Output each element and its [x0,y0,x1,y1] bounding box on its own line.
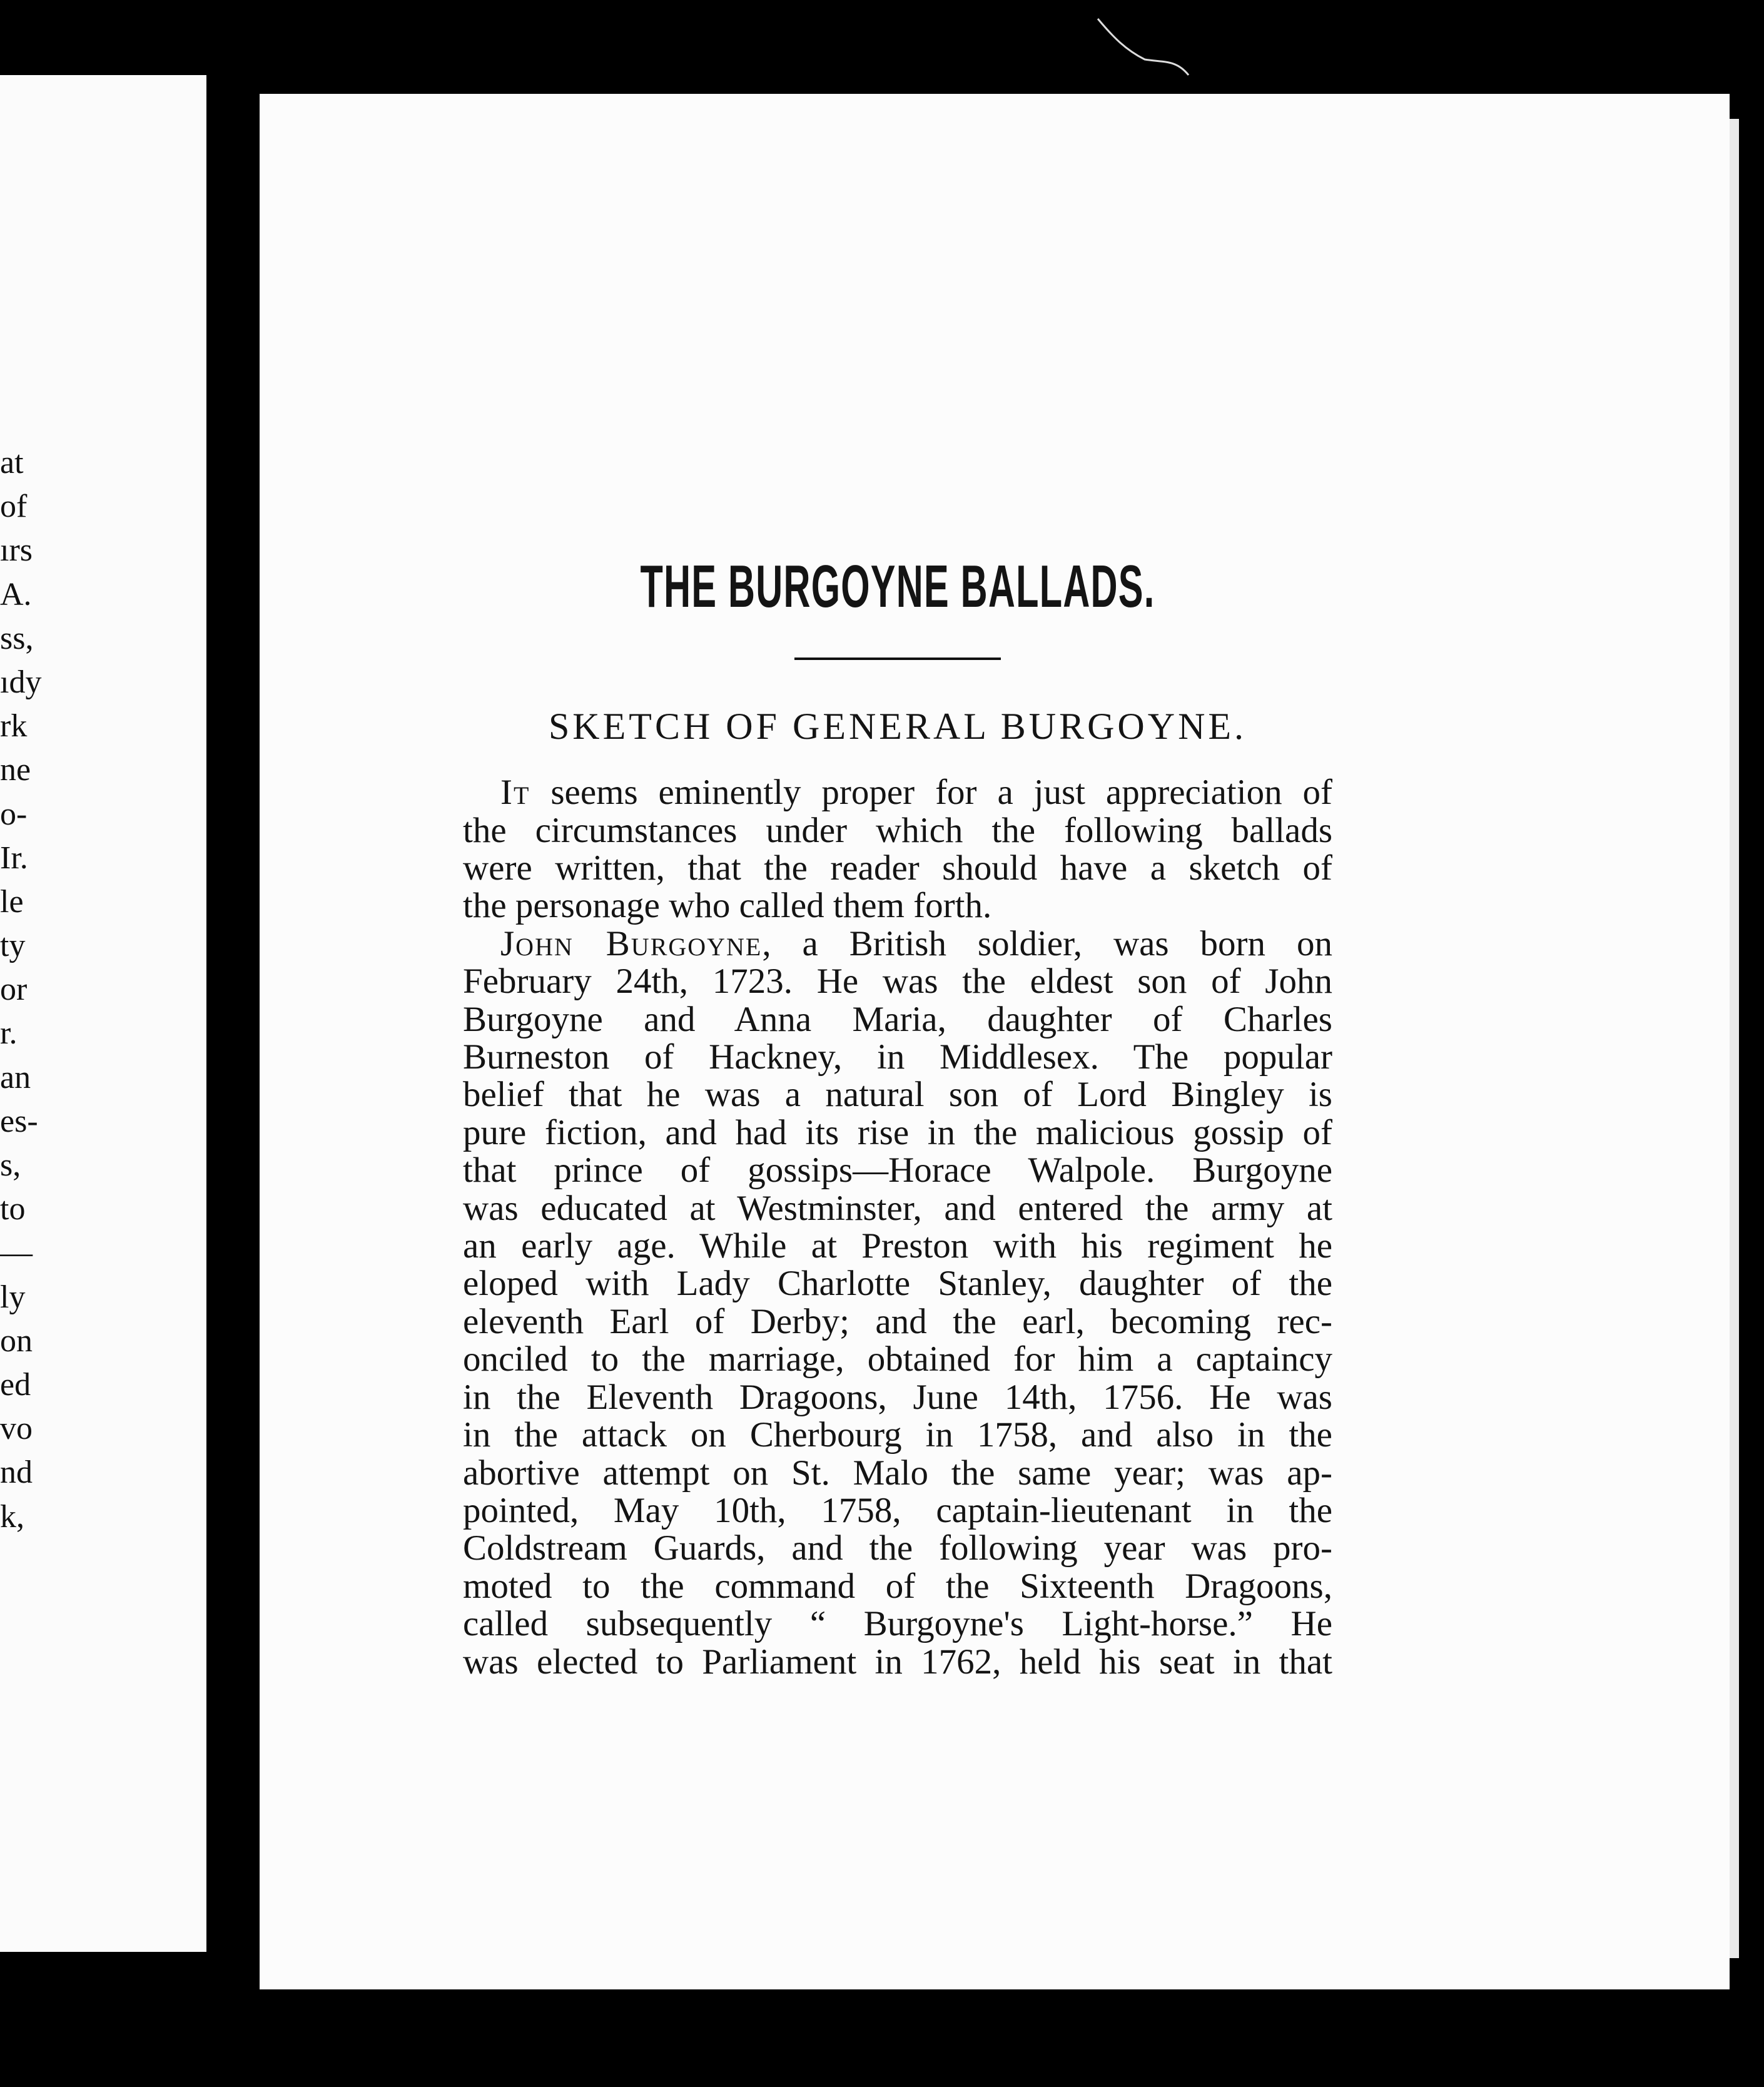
text-line [463,774,1332,811]
left-page-fragment: or [0,972,28,1008]
text-line: onciled to the marriage, obtained for him a captaincy [463,1339,1332,1379]
text-line: in the attack on Cherbourg in 1758, and also in the [463,1415,1332,1455]
text-line: abortive attempt on St. Malo the same year; was ap- [463,1453,1332,1493]
left-page-fragment: ty [0,928,26,964]
left-page-fragment: at [0,445,24,480]
text-line: pointed, May 10th, 1758, captain-lieutenant in the [463,1490,1332,1530]
text-line: the circumstances under which the following ballads [463,810,1332,850]
book-title: THE BURGOYNE BALLADS. [640,553,1155,620]
text-line: the personage who called them forth. [463,886,992,926]
left-page-fragment: r. [0,1015,18,1052]
line-text: seems eminently proper for a just appreciation of [530,773,1332,813]
paragraph [463,774,1332,925]
left-page-fragment: of [0,489,28,525]
line-text: , a British soldier, was born on [762,923,1332,963]
left-page-fragment: vo [0,1411,33,1447]
left-page-fragment: s, [0,1147,21,1183]
text-line: belief that he was a natural son of Lord Bingley is [463,1075,1332,1115]
paragraph [463,925,1332,1681]
left-page-fragment: o- [0,796,28,832]
paragraph-lead: It [500,773,530,813]
left-page-fragment: rk [0,708,28,744]
left-page-text-fragments [0,441,63,1539]
left-page-fragment: ss, [0,620,34,656]
text-line: in the Eleventh Dragoons, June 14th, 1756. He was [463,1377,1332,1417]
text-line: eleventh Earl of Derby; and the earl, becoming rec- [463,1301,1332,1341]
left-page-fragment: ly [0,1279,26,1315]
title-rule [794,658,1001,660]
text-line: an early age. While at Preston with his regiment he [463,1226,1332,1266]
left-page [0,75,206,1952]
paragraph-lead: John Burgoyne [500,923,763,963]
article-body [463,774,1332,1681]
left-page-fragment: ırs [0,532,33,569]
left-page-fragment: le [0,883,24,920]
left-page-fragment: — [0,1235,33,1271]
left-page-fragment: A. [0,576,32,612]
left-page-fragment: es- [0,1103,38,1139]
left-page-fragment: Ir. [0,840,28,876]
text-line [463,925,1332,963]
sketch-heading: SKETCH OF GENERAL BURGOYNE. [548,706,1247,748]
left-page-fragment: to [0,1191,26,1227]
left-page-fragment: ıdy [0,664,42,700]
text-line: were written, that the reader should have a sketch of [463,848,1332,888]
text-line: February 24th, 1723. He was the eldest son of John [463,962,1332,1002]
text-line: moted to the command of the Sixteenth Dragoons, [463,1566,1332,1606]
text-line: Burneston of Hackney, in Middlesex. The popular [463,1037,1332,1077]
text-line: was educated at Westminster, and entered the army at [463,1188,1332,1228]
left-page-fragment: nd [0,1455,33,1491]
text-line: was elected to Parliament in 1762, held his seat in that [463,1642,1332,1682]
page-text [463,551,1332,1681]
text-line: that prince of gossips—Horace Walpole. Burgoyne [463,1150,1332,1191]
left-page-fragment: on [0,1323,33,1359]
text-line: eloped with Lady Charlotte Stanley, daughter of the [463,1264,1332,1304]
left-page-fragment: an [0,1059,31,1095]
left-page-fragment: ne [0,752,31,788]
text-line: Burgoyne and Anna Maria, daughter of Charles [463,999,1332,1039]
left-page-fragment: k, [0,1498,24,1535]
text-line: called subsequently “ Burgoyne's Light-horse.” He [463,1604,1332,1644]
text-line: Coldstream Guards, and the following year was pro- [463,1528,1332,1568]
left-page-fragment: ed [0,1366,31,1403]
text-line: pure fiction, and had its rise in the malicious gossip of [463,1112,1332,1152]
